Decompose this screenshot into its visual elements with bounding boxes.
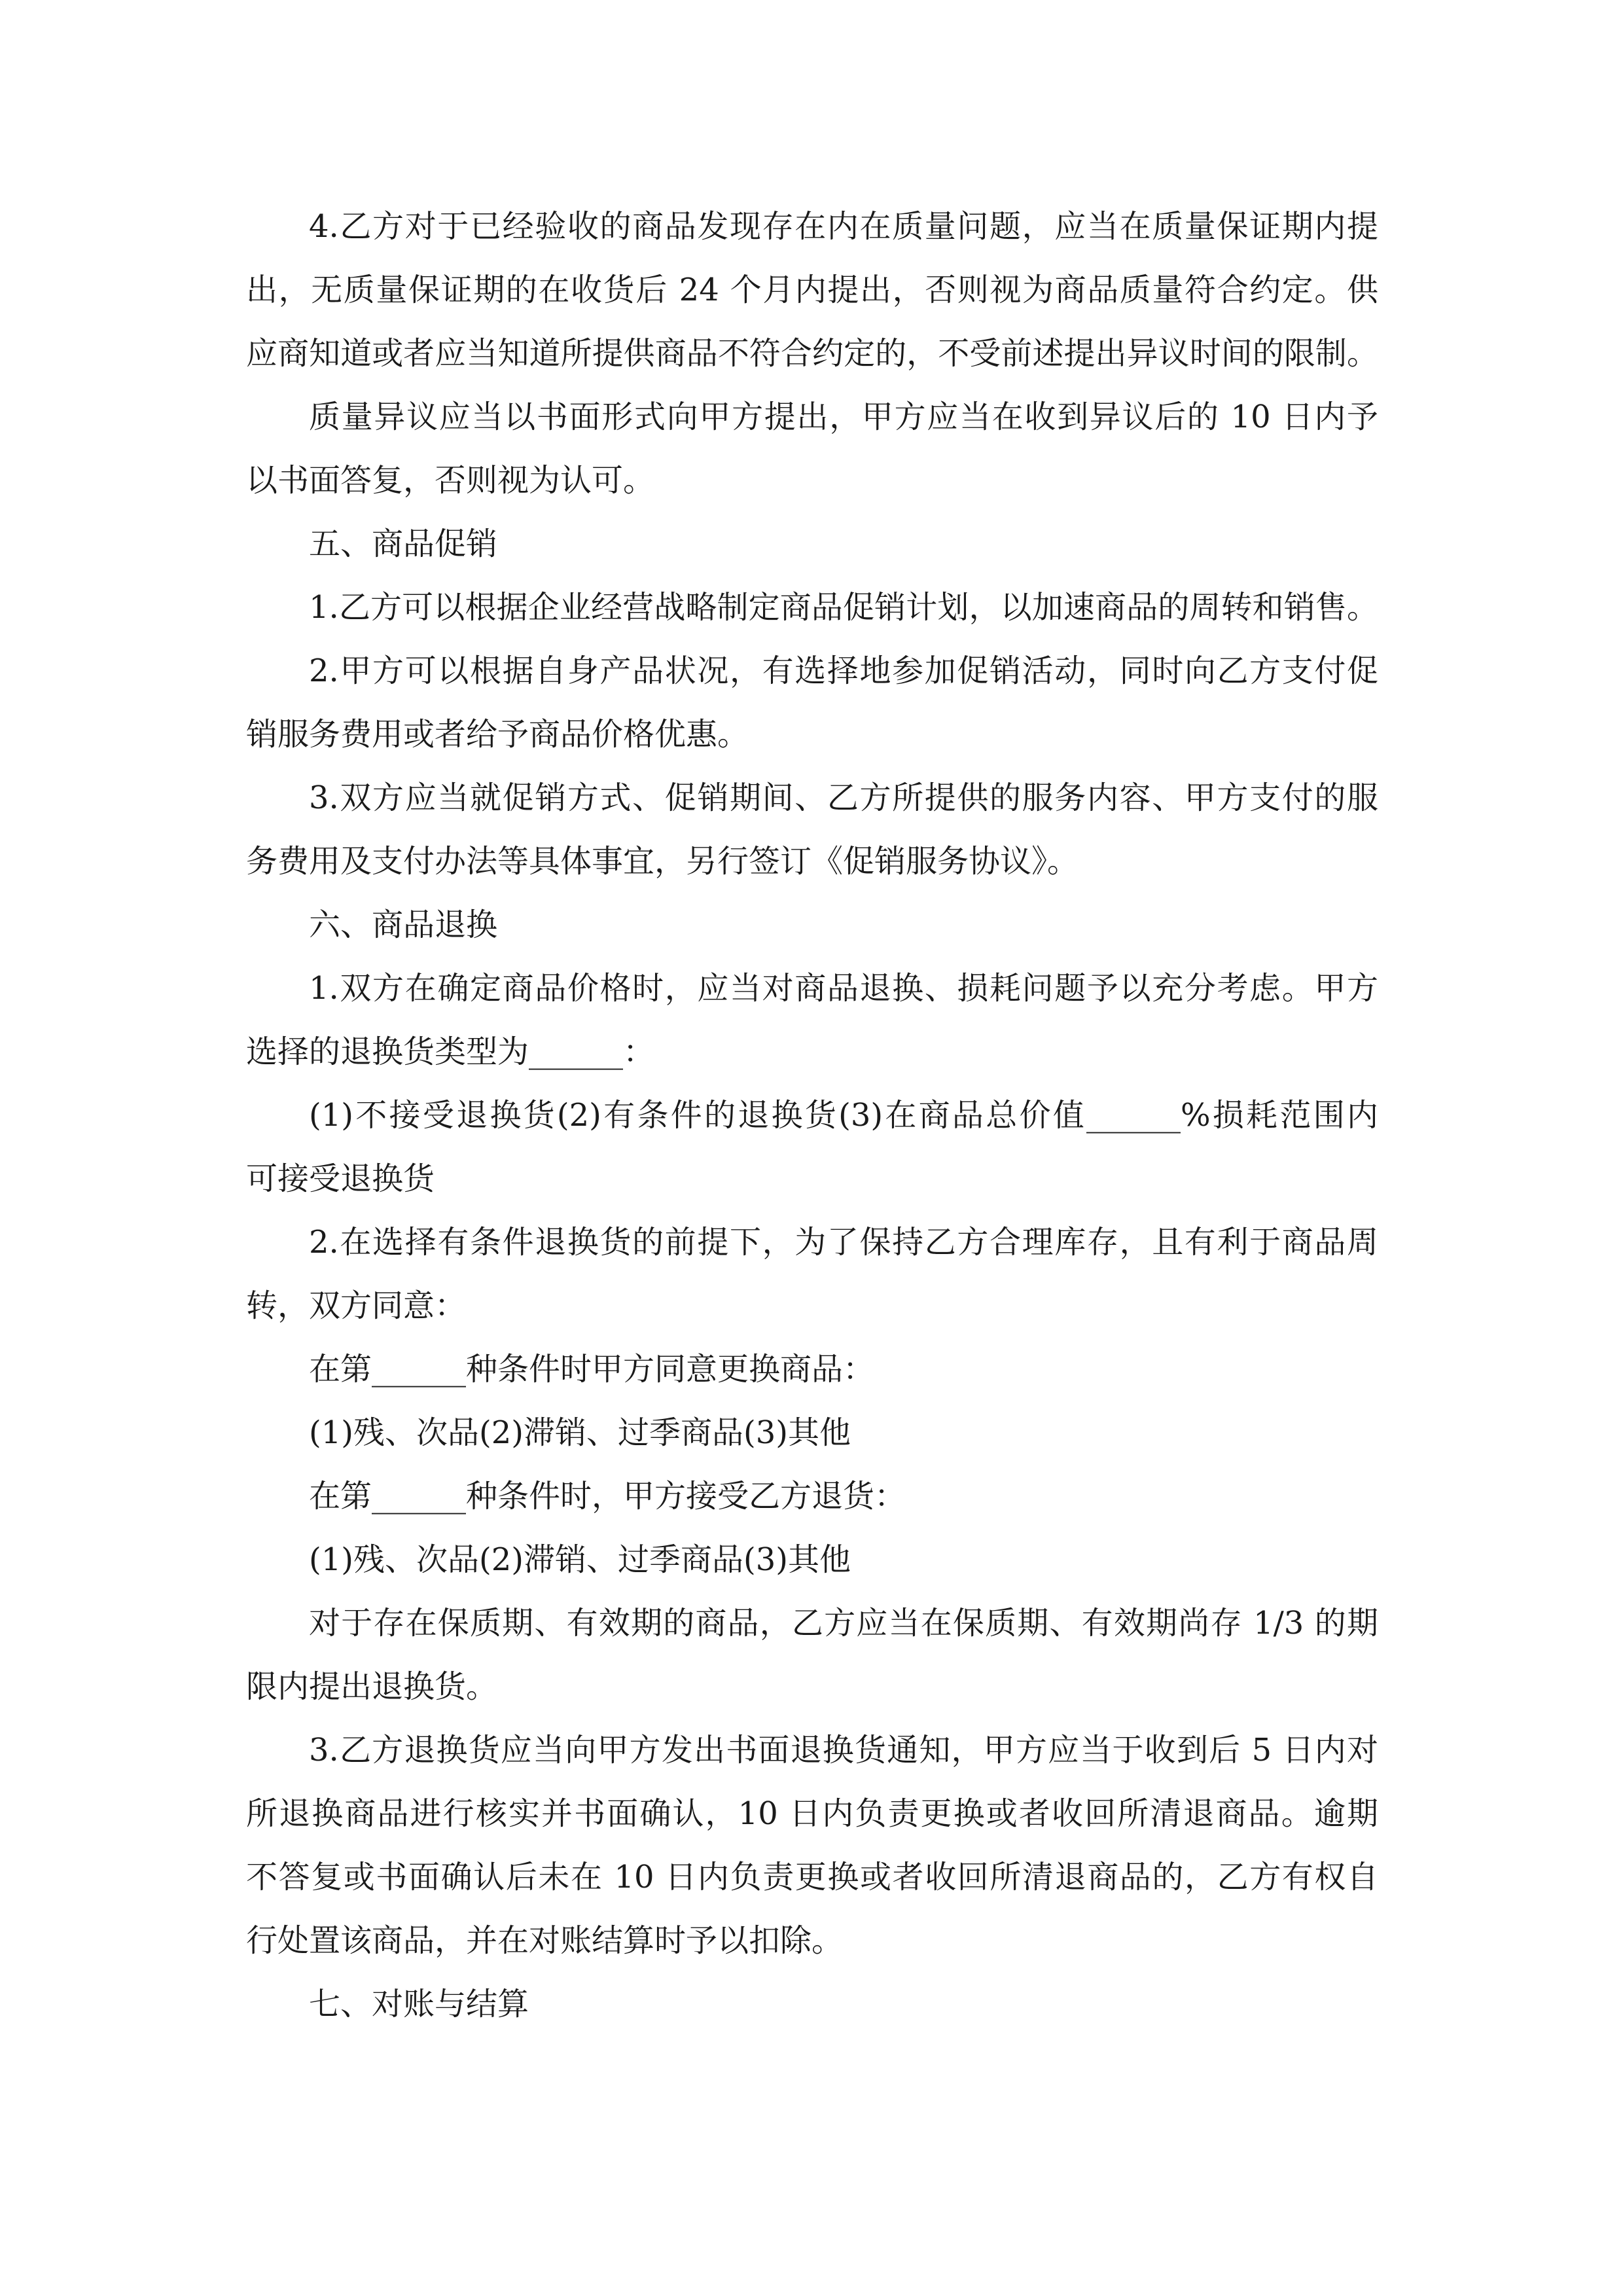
clause-4-line-3: 应商知道或者应当知道所提供商品不符合约定的，不受前述提出异议时间的限制。: [246, 335, 1378, 372]
returns-clause-2-line-1: 2.在选择有条件退换货的前提下，为了保持乙方合理库存，且有利于商品周: [309, 1224, 1378, 1261]
promotion-clause-2-line-2: 销服务费用或者给予商品价格优惠。: [246, 716, 749, 753]
return-options-line: (1)残、次品(2)滞销、过季商品(3)其他: [309, 1541, 851, 1578]
returns-clause-2-line-2: 转，双方同意：: [246, 1287, 467, 1324]
returns-clause-1-line-2: 选择的退换货类型为______：: [246, 1033, 655, 1070]
returns-options-line-1: (1)不接受退换货(2)有条件的退换货(3)在商品总价值______%损耗范围内: [309, 1097, 1378, 1134]
quality-objection-line-1: 质量异议应当以书面形式向甲方提出，甲方应当在收到异议后的 10 日内予: [309, 399, 1378, 435]
returns-options-line-2: 可接受退换货: [246, 1160, 435, 1197]
shelf-life-line-2: 限内提出退换货。: [246, 1668, 498, 1705]
document-body: [246, 195, 1378, 2036]
return-condition-line: 在第______种条件时，甲方接受乙方退货：: [309, 1478, 906, 1515]
returns-clause-3-line-1: 3.乙方退换货应当向甲方发出书面退换货通知，甲方应当于收到后 5 日内对: [309, 1732, 1378, 1768]
clause-4-line-1: 4.乙方对于已经验收的商品发现存在内在质量问题，应当在质量保证期内提: [309, 208, 1378, 245]
returns-clause-3-line-3: 不答复或书面确认后未在 10 日内负责更换或者收回所清退商品的，乙方有权自: [246, 1859, 1378, 1895]
returns-clause-1-line-1: 1.双方在确定商品价格时，应当对商品退换、损耗问题予以充分考虑。甲方: [309, 970, 1378, 1007]
exchange-condition-line: 在第______种条件时甲方同意更换商品：: [309, 1351, 875, 1388]
section-heading-returns: 六、商品退换: [309, 906, 498, 943]
promotion-clause-1: 1.乙方可以根据企业经营战略制定商品促销计划，以加速商品的周转和销售。: [309, 589, 1378, 626]
promotion-clause-3-line-2: 务费用及支付办法等具体事宜，另行签订《促销服务协议》。: [246, 843, 1079, 880]
section-heading-promotion: 五、商品促销: [309, 526, 498, 562]
promotion-clause-2-line-1: 2.甲方可以根据自身产品状况，有选择地参加促销活动，同时向乙方支付促: [309, 653, 1378, 689]
quality-objection-line-2: 以书面答复，否则视为认可。: [246, 462, 655, 499]
shelf-life-line-1: 对于存在保质期、有效期的商品，乙方应当在保质期、有效期尚存 1/3 的期: [309, 1605, 1378, 1641]
returns-clause-3-line-4: 行处置该商品，并在对账结算时予以扣除。: [246, 1922, 844, 1959]
clause-4-line-2: 出，无质量保证期的在收货后 24 个月内提出，否则视为商品质量符合约定。供: [246, 272, 1378, 308]
section-heading-reconciliation: 七、对账与结算: [309, 1986, 529, 2022]
promotion-clause-3-line-1: 3.双方应当就促销方式、促销期间、乙方所提供的服务内容、甲方支付的服: [309, 780, 1378, 816]
returns-clause-3-line-2: 所退换商品进行核实并书面确认，10 日内负责更换或者收回所清退商品。逾期: [246, 1795, 1378, 1832]
exchange-options-line: (1)残、次品(2)滞销、过季商品(3)其他: [309, 1414, 851, 1451]
